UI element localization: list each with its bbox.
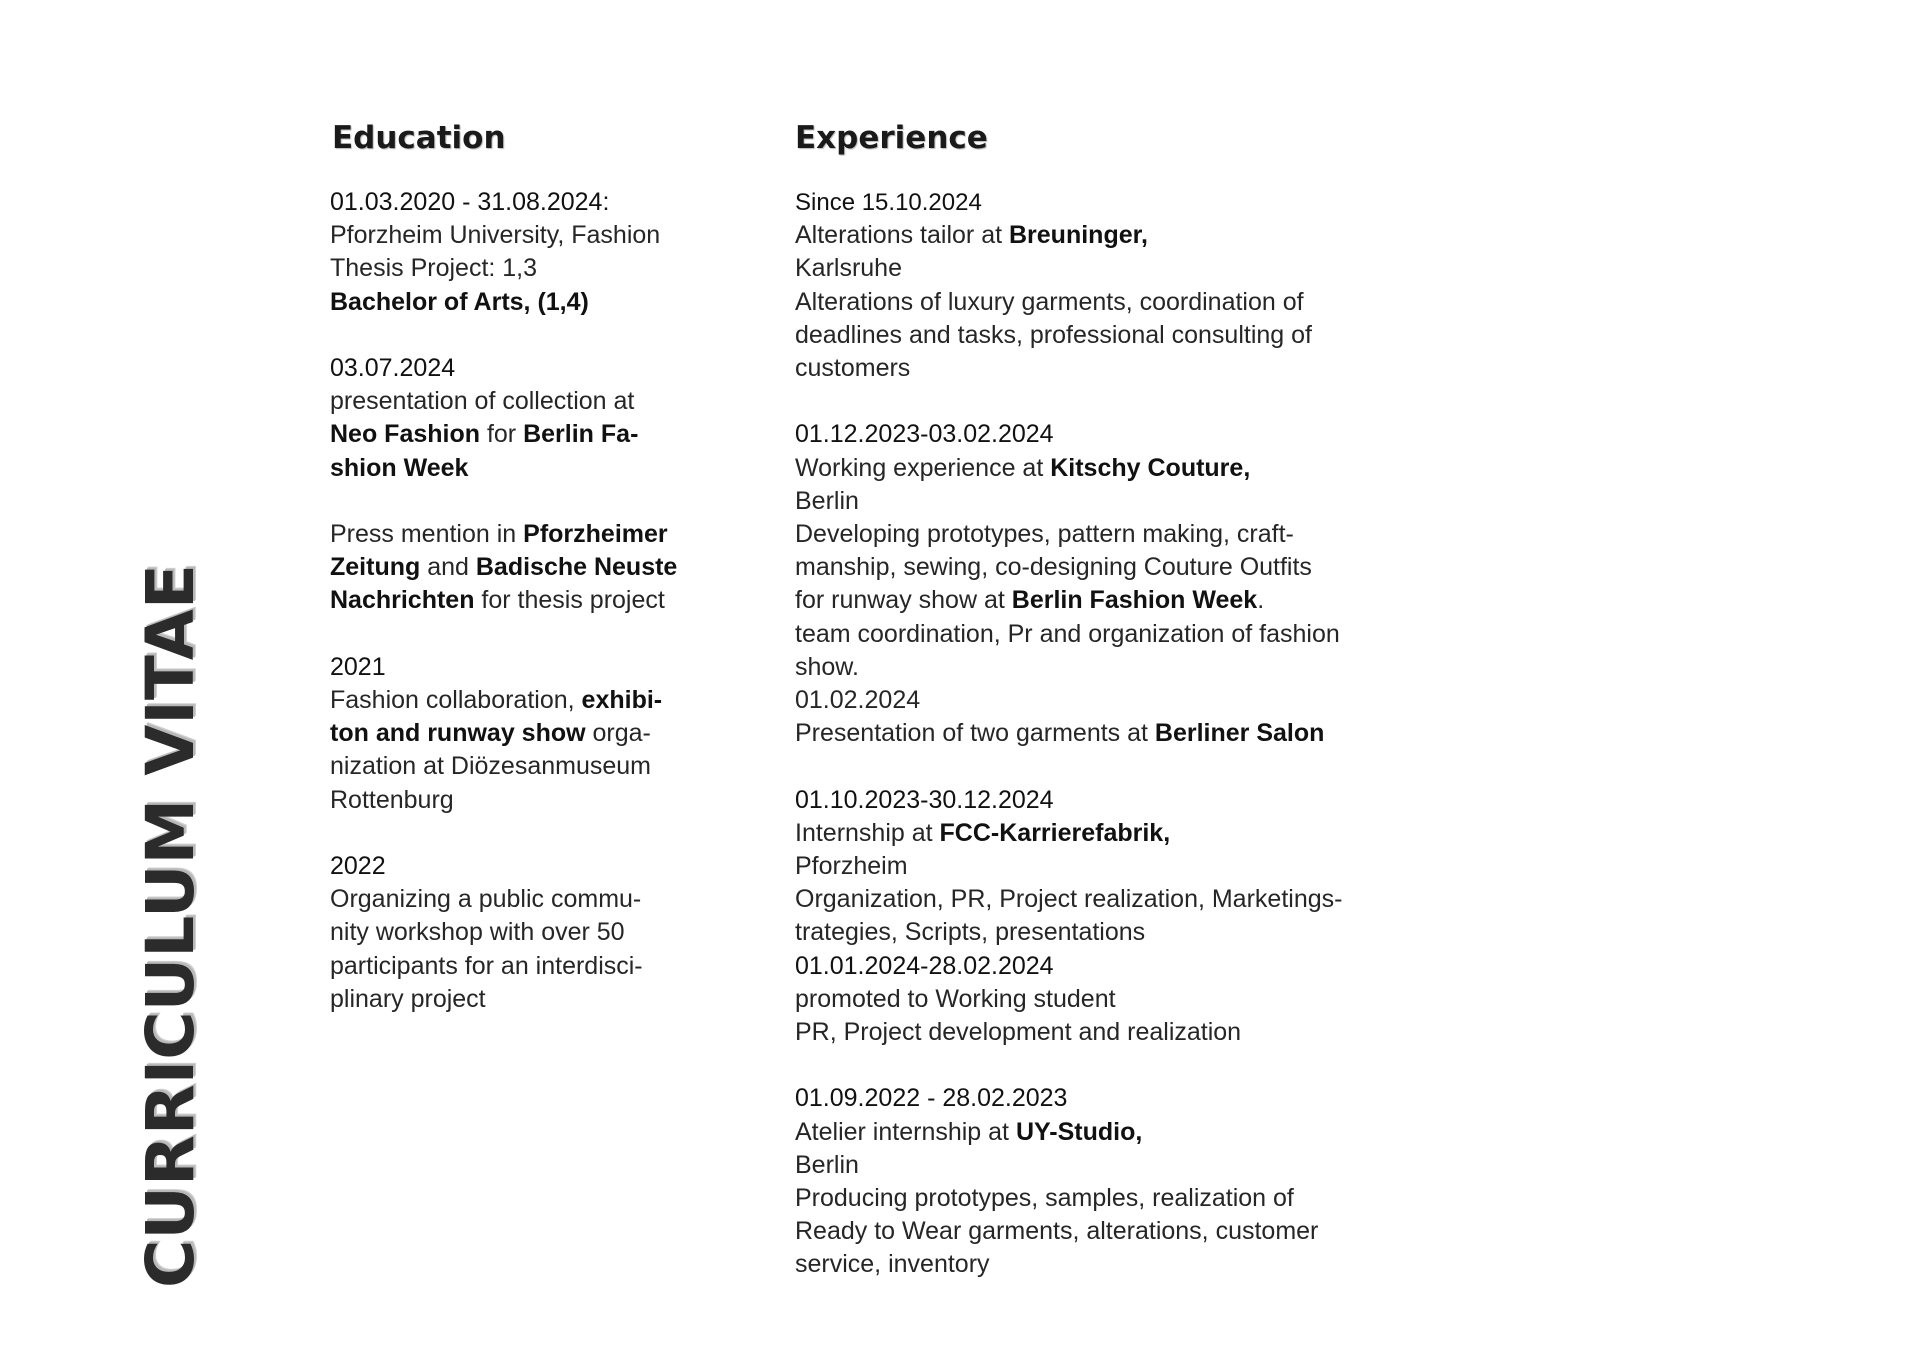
role-prefix: Working experience at — [795, 453, 1051, 482]
org-berlin-fashion-week-cont: shion Week — [330, 453, 469, 482]
sub-prefix: Presentation of two garments at — [795, 719, 1155, 748]
entry-sub-date: 01.01.2024-28.02.2024 — [795, 951, 1054, 980]
entry-line — [330, 418, 720, 451]
entry-line: Organizing a public commu- — [330, 885, 642, 914]
entry-line: Organization, PR, Project realization, Marketings- — [795, 885, 1343, 914]
entry-date: 01.12.2023-03.02.2024 — [795, 420, 1054, 449]
entry-line: Producing prototypes, samples, realization of — [795, 1184, 1294, 1213]
entry-line — [795, 452, 1415, 485]
entry-line — [330, 584, 720, 617]
entry-line — [330, 717, 720, 750]
entry-line: Alterations of luxury garments, coordination of — [795, 287, 1304, 316]
entry-date: 01.03.2020 - 31.08.2024: — [330, 188, 610, 216]
entry-city: Pforzheim — [795, 852, 908, 881]
entry-city: Karlsruhe — [795, 254, 902, 283]
entry-line — [795, 584, 1415, 617]
education-heading: Education — [332, 120, 506, 156]
desc-prefix: for runway show at — [795, 586, 1012, 615]
entry-city: Berlin — [795, 1150, 859, 1179]
paper-badische: Badische Neuste — [475, 553, 678, 582]
entry-date: 01.10.2023-30.12.2024 — [795, 785, 1054, 814]
company-name: FCC-Karrierefabrik, — [939, 818, 1171, 847]
entry-line: Thesis Project: 1,3 — [330, 254, 538, 283]
entry-line: Pforzheim University, Fashion — [330, 221, 661, 250]
experience-entry-kitschy-couture — [795, 418, 1415, 750]
entry-line: Ready to Wear garments, alterations, customer — [795, 1217, 1319, 1246]
entry-line — [795, 1116, 1415, 1149]
press-suffix: for thesis project — [474, 586, 665, 615]
education-column — [330, 118, 720, 1049]
collab-suffix: orga- — [585, 719, 651, 748]
entry-joiner: for — [480, 420, 524, 449]
entry-line: team coordination, Pr and organization of fashion — [795, 619, 1340, 648]
entry-line: plinary project — [330, 984, 486, 1013]
entry-line — [330, 684, 720, 717]
org-berlin-fashion-week: Berlin Fa- — [523, 420, 639, 449]
entry-line: participants for an interdisci- — [330, 951, 643, 980]
experience-column — [795, 118, 1415, 1315]
entry-line — [795, 817, 1415, 850]
education-entry-presentation — [330, 352, 720, 485]
entry-line: manship, sewing, co-designing Couture Outfits — [795, 553, 1312, 582]
entry-line: nity workshop with over 50 — [330, 918, 625, 947]
entry-line: PR, Project development and realization — [795, 1018, 1242, 1047]
entry-line: service, inventory — [795, 1250, 990, 1279]
paper-pforzheimer: Pforzheimer — [523, 520, 668, 548]
entry-line: deadlines and tasks, professional consulting of — [795, 320, 1312, 349]
experience-entry-fcc-karrierefabrik — [795, 784, 1415, 1050]
press-and: and — [420, 553, 476, 582]
company-name: UY-Studio, — [1015, 1117, 1143, 1146]
entry-line: trategies, Scripts, presentations — [795, 918, 1146, 947]
role-prefix: Alterations tailor at — [795, 221, 1009, 250]
collab-bold-1: exhibi- — [581, 686, 663, 714]
education-entry-2022 — [330, 850, 720, 1016]
entry-line — [795, 717, 1415, 750]
company-name: Kitschy Couture, — [1050, 453, 1251, 482]
education-entry-2021 — [330, 651, 720, 817]
collab-bold-2: ton and runway show — [330, 719, 586, 748]
entry-city: Berlin — [795, 486, 859, 515]
entry-line: Rottenburg — [330, 785, 454, 814]
entry-date: 03.07.2024 — [330, 354, 456, 382]
press-prefix: Press mention in — [330, 520, 524, 548]
entry-line — [795, 219, 1415, 252]
entry-line: presentation of collection at — [330, 387, 635, 416]
org-neo-fashion: Neo Fashion — [330, 420, 481, 449]
role-prefix: Atelier internship at — [795, 1117, 1016, 1146]
event-berlin-fashion-week: Berlin Fashion Week — [1011, 586, 1258, 615]
collab-prefix: Fashion collaboration, — [330, 686, 582, 714]
entry-line: show. — [795, 652, 859, 681]
curriculum-vitae-title: CURRICULUM VITAE — [132, 564, 209, 1288]
role-prefix: Internship at — [795, 818, 940, 847]
entry-line: nization at Diözesanmuseum — [330, 752, 651, 781]
entry-line: customers — [795, 354, 911, 383]
entry-line: Developing prototypes, pattern making, craft- — [795, 520, 1294, 549]
desc-suffix: . — [1257, 586, 1265, 615]
experience-entry-uy-studio — [795, 1082, 1415, 1281]
experience-heading: Experience — [795, 120, 988, 156]
company-name: Breuninger, — [1009, 221, 1148, 250]
education-entry-press — [330, 518, 720, 618]
education-entry-university — [330, 186, 720, 319]
entry-line — [330, 518, 720, 551]
event-berliner-salon: Berliner Salon — [1154, 719, 1325, 748]
paper-zeitung: Zeitung — [330, 553, 421, 582]
entry-date: 01.09.2022 - 28.02.2023 — [795, 1084, 1068, 1113]
entry-sub-date: 01.02.2024 — [795, 686, 921, 715]
entry-degree: Bachelor of Arts, (1,4) — [330, 287, 589, 316]
paper-nachrichten: Nachrichten — [330, 586, 475, 615]
entry-line: promoted to Working student — [795, 984, 1116, 1013]
experience-entry-breuninger — [795, 186, 1415, 385]
entry-date: 2021 — [330, 652, 386, 681]
entry-date: Since 15.10.2024 — [795, 189, 982, 216]
entry-date: 2022 — [330, 852, 386, 880]
entry-line — [330, 551, 720, 584]
